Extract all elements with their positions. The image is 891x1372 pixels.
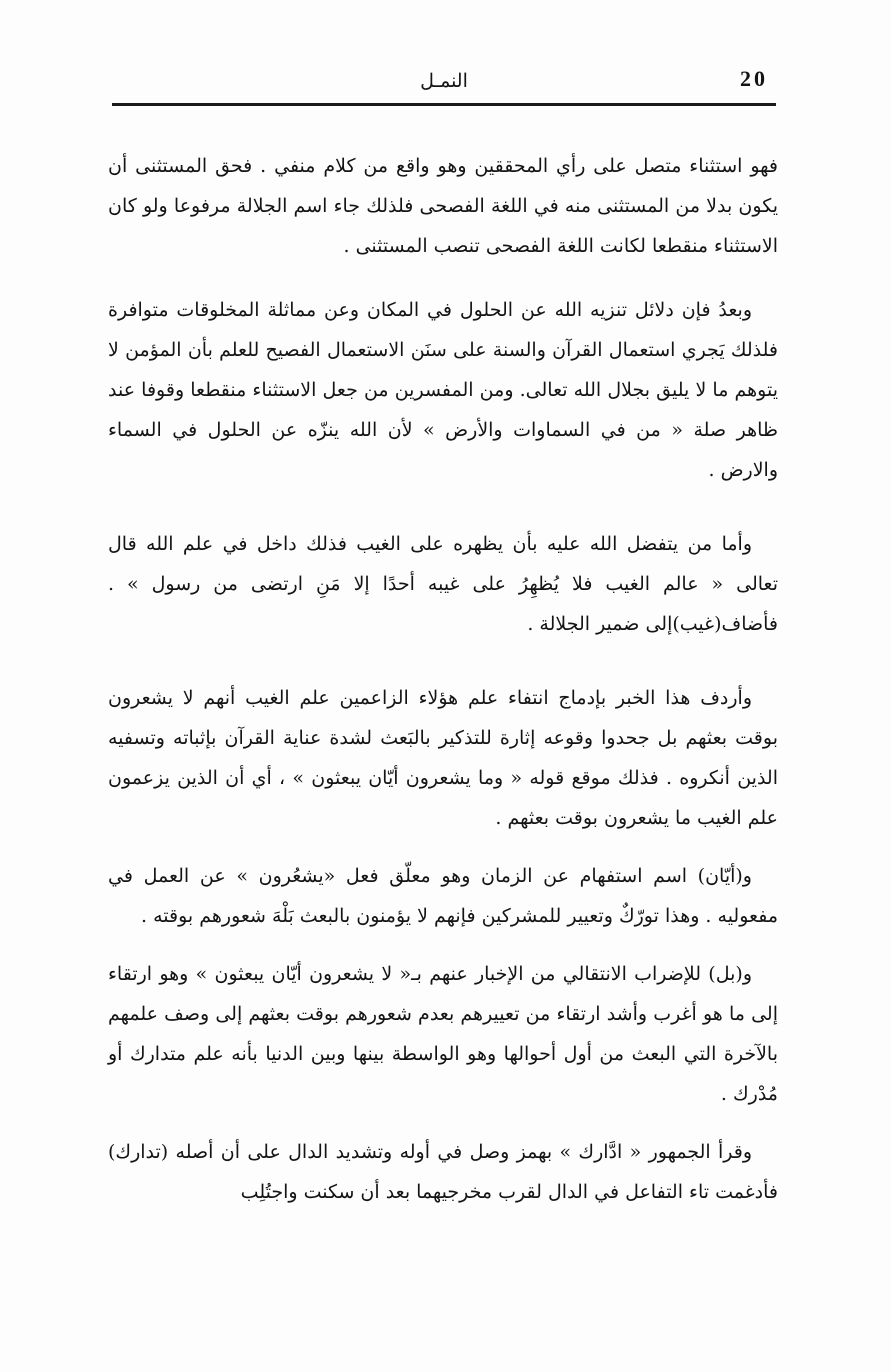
page-number: 20 bbox=[740, 66, 768, 91]
paragraph-gap bbox=[108, 838, 778, 856]
paragraph-7: وقرأ الجمهور « ادَّارك » بهمز وصل في أوله وتشديد الدال على أن أصله (تدارك) فأدغمت تاء التفاعل في الدال لقرب مخرجيهما بعد أن سكنت واجتُلِب bbox=[108, 1141, 778, 1203]
paragraph-gap bbox=[108, 644, 778, 678]
page-header bbox=[112, 60, 776, 100]
paragraph-6: و(بل) للإضراب الانتقالي من الإخبار عنهم بـ« لا يشعرون أيّان يبعثون » وهو ارتقاء إلى ما هو أغرب وأشد ارتقاء من تعييرهم بعدم شعورهم بوقت بعثهم إلى وصف علمهم بالآخرة التي البعث من أول أحوالها وهو الواسطة بينها وبين الدنيا بأنه علم متدارك أو مُدْرك . bbox=[108, 963, 778, 1105]
page-body bbox=[108, 146, 778, 1212]
paragraph-5: و(أيّان) اسم استفهام عن الزمان وهو معلّق فعل «يشعُرون » عن العمل في مفعوليه . وهذا تورّكٌ وتعيير للمشركين فإنهم لا يؤمنون بالبعث بَلْهَ شعورهم بوقته . bbox=[108, 865, 778, 927]
running-title: النمـل bbox=[420, 70, 468, 92]
paragraph-gap bbox=[108, 490, 778, 524]
paragraph-gap bbox=[108, 1114, 778, 1132]
paragraph-2: وبعدُ فإن دلائل تنزيه الله عن الحلول في المكان وعن مماثلة المخلوقات متوافرة فلذلك يَجري استعمال القرآن والسنة على سنَن الاستعمال الفصيح للعلم بأن المؤمن لا يتوهم ما لا يليق بجلال الله تعالى. ومن المفسرين من جعل الاستثناء منقطعا وقوفا عند ظاهر صلة « من في السماوات والأرض » لأن الله ينزّه عن الحلول في السماء والارض . bbox=[108, 299, 778, 481]
paragraph-1: فهو استثناء متصل على رأي المحققين وهو واقع من كلام منفي . فحق المستثنى أن يكون بدلا من المستثنى منه في اللغة الفصحى فلذلك جاء اسم الجلالة مرفوعا ولو كان الاستثناء منقطعا لكانت اللغة الفصحى تنصب المستثنى . bbox=[108, 155, 778, 257]
paragraph-gap bbox=[108, 936, 778, 954]
paragraph-3: وأما من يتفضل الله عليه بأن يظهره على الغيب فذلك داخل في علم الله قال تعالى « عالم الغيب فلا يُظهِرُ على غيبه أحدًا إلا مَنِ ارتضى من رسول » . فأضاف(غيب)إلى ضمير الجلالة . bbox=[108, 533, 778, 635]
paragraph-gap bbox=[108, 266, 778, 290]
header-rule bbox=[112, 103, 776, 106]
paragraph-4: وأردف هذا الخبر بإدماج انتفاء علم هؤلاء الزاعمين علم الغيب أنهم لا يشعرون بوقت بعثهم بل جحدوا وقوعه إثارة للتذكير بالبَعث لشدة عناية القرآن بإثباته وتسفيه الذين أنكروه . فذلك موقع قوله « وما يشعرون أيّان يبعثون » ، أي أن الذين يزعمون علم الغيب ما يشعرون بوقت بعثهم . bbox=[108, 687, 778, 829]
